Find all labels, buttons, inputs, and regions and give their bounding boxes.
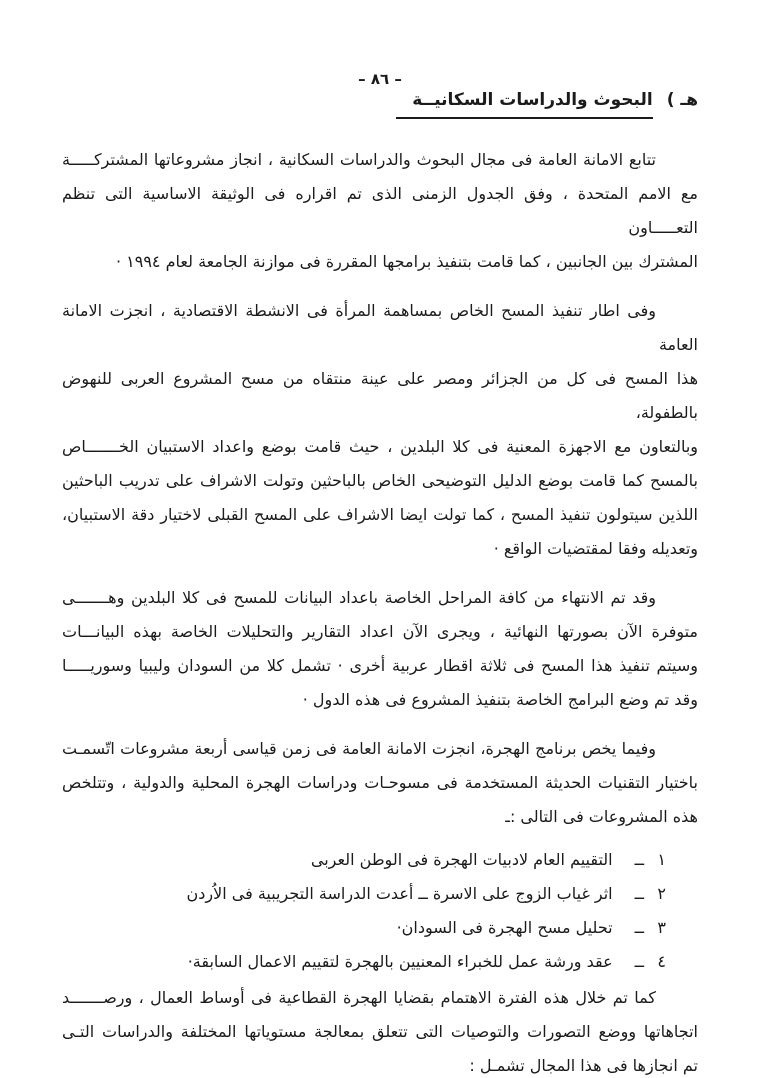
text-line: تتابع الامانة العامة فى مجال البحوث والدراسات السكانية ، انجاز مشروعاتها المشتركـــــة <box>62 150 656 169</box>
text-line: اللذين سيتولون تنفيذ المسح ، كما تولت ايضا الاشراف على المسح القبلى لاختيار دقة الاستبيان، <box>62 505 698 524</box>
text-line: مع الامم المتحدة ، وفق الجدول الزمنى الذى تم اقراره فى الوثيقة الاساسية التى تنظم التعـــــاون <box>62 184 698 237</box>
item-dash: ــ <box>634 850 644 869</box>
text-line: متوفرة الآن بصورتها النهائية ، ويجرى الآن اعداد التقارير والتحليلات الخاصة بهذه البيانـــات <box>62 622 698 641</box>
text-line: هذه المشروعات فى التالى :ـ <box>505 807 698 826</box>
text-line: اتجاهاتها ووضع التصورات والتوصيات التى تتعلق بمعالجة مستوياتها المختلفة والدراسات التـى <box>62 1022 698 1041</box>
item-dash: ــ <box>634 884 644 903</box>
text-line: وبالتعاون مع الاجهزة المعنية فى كلا البلدين ، حيث قامت بوضع واعداد الاستبيان الخـــــــاص <box>62 437 698 456</box>
item-dash: ــ <box>634 952 644 971</box>
list-item <box>62 877 666 911</box>
text-line: باختيار التقنيات الحديثة المستخدمة فى مسوحـات ودراسات الهجرة المحلية والدولية ، وتتلخص <box>62 773 698 792</box>
item-text: عقد ورشة عمل للخبراء المعنيين بالهجرة لتقييم الاعمال السابقة· <box>187 952 613 971</box>
text-line: وقد تم الانتهاء من كافة المراحل الخاصة باعداد البيانات للمسح فى كلا البلدين وهـــــــى <box>62 588 656 607</box>
paragraph-4 <box>62 732 698 834</box>
item-text: اثر غياب الزوج على الاسرة ــ أعدت الدراسة التجريبية فى الاُردن <box>186 884 613 903</box>
text-line: المشترك بين الجانبين ، كما قامت بتنفيذ برامجها المقررة فى موازنة الجامعة لعام ١٩٩٤ · <box>115 252 698 271</box>
text-line: وفى اطار تنفيذ المسح الخاص بمساهمة المرأة فى الانشطة الاقتصادية ، انجزت الامانة العامة <box>62 301 698 354</box>
section-letter: هـ ) <box>666 90 698 110</box>
section-title: البحوث والدراسات السكانيــة <box>396 90 652 119</box>
list-item <box>62 945 666 979</box>
paragraph-5 <box>62 981 698 1078</box>
paragraph-3 <box>62 581 698 717</box>
page-number: – ٨٦ – <box>358 70 402 88</box>
numbered-list <box>62 843 698 979</box>
item-number: ٢ <box>657 884 666 903</box>
text-line: كما تم خلال هذه الفترة الاهتمام بقضايا الهجرة القطاعية فى أوساط العمال ، ورصـــــــد <box>62 988 656 1007</box>
text-line: تم انجازها فى هذا المجال تشمـل : <box>469 1056 698 1075</box>
text-line: هذا المسح فى كل من الجزائر ومصر على عينة منتقاه من مسح المشروع العربى للنهوض بالطفولة، <box>62 369 698 422</box>
text-line: وسيتم تنفيذ هذا المسح فى ثلاثة اقطار عربية أخرى · تشمل كلا من السودان وليبيا وسوريـــــا <box>62 656 698 675</box>
section-heading <box>62 90 698 119</box>
item-text: تحليل مسح الهجرة فى السودان· <box>396 918 613 937</box>
list-item <box>62 911 666 945</box>
text-line: بالمسح كما قامت بوضع الدليل التوضيحى الخاص بالباحثين وتولت الاشراف على تدريب الباحثين <box>62 471 698 490</box>
text-line: وفيما يخص برنامج الهجرة، انجزت الامانة العامة فى زمن قياسى أربعة مشروعات اتّسمـت <box>62 739 656 758</box>
text-line: وقد تم وضع البرامج الخاصة بتنفيذ المشروع فى هذه الدول · <box>302 690 698 709</box>
document-body <box>62 143 698 1078</box>
item-text: التقييم العام لادبيات الهجرة فى الوطن العربى <box>310 850 613 869</box>
item-number: ١ <box>657 850 666 869</box>
paragraph-1 <box>62 143 698 279</box>
item-dash: ــ <box>634 918 644 937</box>
text-line: وتعديله وفقا لمقتضيات الواقع · <box>493 539 698 558</box>
list-item <box>62 843 666 877</box>
item-number: ٤ <box>657 952 666 971</box>
paragraph-2 <box>62 294 698 566</box>
item-number: ٣ <box>657 918 666 937</box>
